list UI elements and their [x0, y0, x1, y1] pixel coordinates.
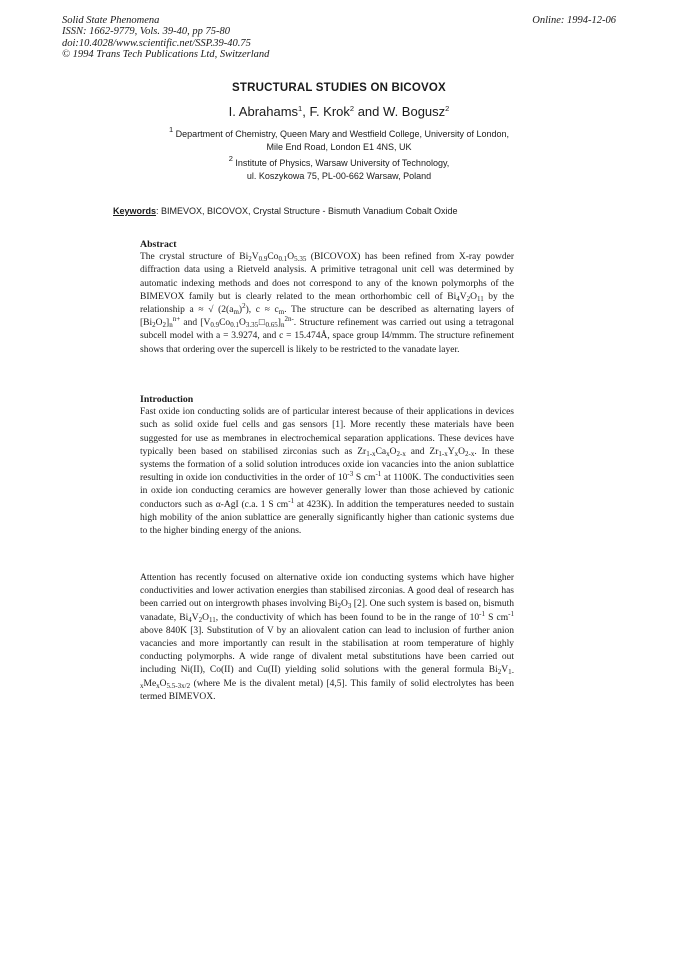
affiliation-line: Department of Chemistry, Queen Mary and Westfield College, University of London,	[175, 129, 509, 139]
keywords-label: Keywords	[113, 206, 157, 216]
journal-name: Solid State Phenomena	[62, 15, 160, 26]
issn-line: ISSN: 1662-9779, Vols. 39-40, pp 75-80	[62, 26, 230, 38]
paragraph-text: Attention has recently focused on alternative oxide ion conducting systems which have higher conductivities and lower activation energies than stabilised zirconias. A good deal of research has been carried out on intergrowth phases involving $Bi_2O_3$ [2]. One such system is based on, bismuth vanadate, $Bi_4V_2O_{11}$, the conductivity of which has been found to be in the range of $10^{-1}$ S $cm^{-1}$ above 840K [3]. Substitution of V by an aliovalent cation can lead to inclusion of further anion vacancies and more importantly can result in the stabilisation at room temperature of highly conducting polymorphs. A wide range of divalent metal substitutions have been carried out including Ni(II), Co(II) and Cu(II) yielding solid solutions with the general formula $Bi_2V_{1-x}Me_xO_{5.5-3x/2}$ (where Me is the divalent metal) [4,5]. This family of solid electrolytes has been termed BIMEVOX.	[140, 573, 515, 702]
keywords	[113, 206, 457, 216]
affiliation-line: ul. Koszykowa 75, PL-00-662 Warsaw, Poland	[246, 170, 432, 181]
abstract-section	[140, 238, 514, 357]
author-separator: and	[354, 104, 384, 119]
introduction-paragraph-2	[140, 572, 514, 704]
affiliation-2	[0, 154, 678, 182]
author-affiliation-mark: 2	[445, 104, 450, 113]
journal-header	[62, 15, 269, 61]
author-name: I. Abrahams	[228, 104, 299, 119]
author-name: F. Krok	[309, 104, 350, 119]
affiliation-mark: 2	[228, 154, 233, 163]
affiliation-line: Mile End Road, London E1 4NS, UK	[266, 141, 412, 152]
author-affiliation-mark: 1	[298, 104, 303, 113]
author-list	[0, 104, 678, 119]
introduction-heading: Introduction	[140, 394, 194, 405]
affiliation-mark: 1	[168, 125, 174, 134]
paper-title: STRUCTURAL STUDIES ON BICOVOX	[232, 82, 446, 94]
abstract-text: The crystal structure of $Bi_2V_{0.9}Co_{0.1}O_{5.35}$ (BICOVOX) has been refined from X-ray powder diffraction data using a Rietveld analysis. A primitive tetragonal unit cell was determined by automatic indexing methods and does not correspond to any of the known polymorphs of the BIMEVOX family but is clearly related to the mean orthorhombic cell of $Bi_4V_2O_{11}$ by the relationship a ≈ √ $(2(a_m)^2)$, $c \approx c_m$. The structure can be described as alternating layers of $[Bi_2O_2]_n^{n+}$ and $[V_{0.9}Co_{0.1}O_{3.35}□_{0.65}]_n^{2n-}$. Structure refinement was carried out using a tetragonal subcell model with a = 3.9274, and c = 15.474Å, space group I4/mmm. The structure refinement shows that ordering over the supercell is likely to be restricted to the vanadate layer.	[140, 252, 515, 355]
doi-line: doi:10.4028/www.scientific.net/SSP.39-40.75	[62, 37, 251, 49]
introduction-section	[140, 393, 514, 538]
copyright-line: © 1994 Trans Tech Publications Ltd, Switzerland	[62, 49, 270, 61]
author-separator: ,	[302, 104, 310, 119]
affiliation-1	[0, 125, 678, 153]
abstract-heading: Abstract	[140, 239, 177, 250]
affiliation-line: Institute of Physics, Warsaw University of Technology,	[235, 158, 450, 168]
introduction-text: Fast oxide ion conducting solids are of particular interest because of their applications in devices such as solid oxide fuel cells and gas sensors [1]. More recently these materials have been suggested for use as membranes in electrochemical separation applications. These devices have typically been based on stabilised zirconias such as $Zr_{1-x}Ca_xO_{2-x}$ and $Zr_{1-x}Y_xO_{2-x}$. In these systems the formation of a solid solution introduces oxide ion vacancies into the anion sublattice resulting in oxide ion conductivities in the order of $10^{-3}$ S $cm^{-1}$ at 1100K. The conductivities seen in oxide ion conducting ceramics are however generally lower than those achieved by cationic conductors such as α-AgI (c.a. 1 S $cm^{-1}$ at 423K). In addition the temperatures needed to sustain high mobility of the anion sublattice are generally significantly higher than cationic systems due to the higher binding energy of the anions.	[140, 407, 514, 537]
keywords-text: : BIMEVOX, BICOVOX, Crystal Structure - Bismuth Vanadium Cobalt Oxide	[156, 206, 458, 216]
author-name: W. Bogusz	[383, 104, 446, 119]
author-affiliation-mark: 2	[349, 104, 355, 113]
online-date: Online: 1994-12-06	[532, 15, 616, 26]
